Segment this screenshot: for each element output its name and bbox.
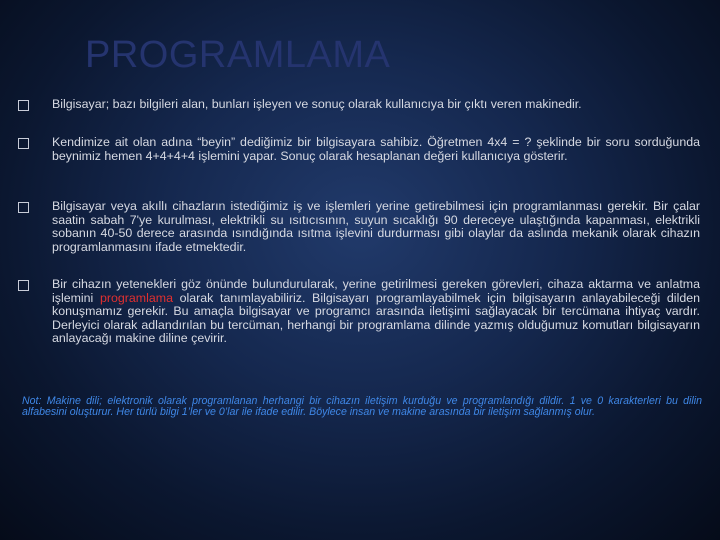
bullet-text: Bilgisayar; bazı bilgileri alan, bunları işleyen ve sonuç olarak kullanıcıya bir çıktı veren makinedir.	[52, 97, 582, 111]
bullet-text-before: Bir cihazın yetenekleri göz önünde bulundurularak, yerine getirilmesi gereken görevleri, cihaza aktarma ve anlatma işlemini	[52, 277, 700, 305]
square-bullet-icon	[18, 280, 29, 291]
footnote: Not: Makine dili; elektronik olarak programlanan herhangi bir cihazın iletişim kurduğu ve programlandığı dildir. 1 ve 0 karakterleri bu dilin alfabesini oluşturur. Her türlü bilgi 1’ler ve 0’lar ile ifade edilir. Böylece insan ve makine arasında bir iletişim sağlanmış olur.	[22, 395, 702, 419]
bullet-text-after: olarak tanımlayabiliriz. Bilgisayarı programlayabilmek için bilgisayarın anlayabileceği dilden konuşmamız gerekir. Bu amaçla bilgisayar ve programcı arasında iletişimi sağlayacak bir tercümana ihtiyaç vardır. Derleyici olarak adlandırılan bu tercüman, herhangi bir programlama dilinde yazmış olduğumuz komutları bilgisayarın anlayacağı makine diline çevirir.	[52, 290, 700, 345]
bullet-text: Kendimize ait olan adına “beyin” dediğimiz bir bilgisayara sahibiz. Öğretmen 4x4 = ? şeklinde bir soru sorduğunda beynimiz hemen 4+4+4+4 işlemini yapar. Sonuç olarak hesaplanan değeri kullanıcıya gösterir.	[52, 135, 700, 163]
square-bullet-icon	[18, 100, 29, 111]
highlighted-term: programlama	[99, 290, 173, 305]
square-bullet-icon	[18, 202, 29, 213]
bullet-text: Bilgisayar veya akıllı cihazların istediğimiz iş ve işlemleri yerine getirebilmesi için programlanması gerekir. Bir çalar saatin sabah 7'ye kurulması, elektrikli su ısıtıcısının, suyun sıcaklığı 90 dereceye ulaştığında kapanması, elektrikli sobanın 40-50 derece arasında ısındığında ısıtma işlevini durdurması gibi olaylar da aslında mekanik olarak cihazın programlanmasını ifade etmektedir.	[52, 199, 700, 254]
bullet-text	[52, 278, 700, 346]
square-bullet-icon	[18, 138, 29, 149]
slide-title: PROGRAMLAMA	[85, 34, 391, 76]
